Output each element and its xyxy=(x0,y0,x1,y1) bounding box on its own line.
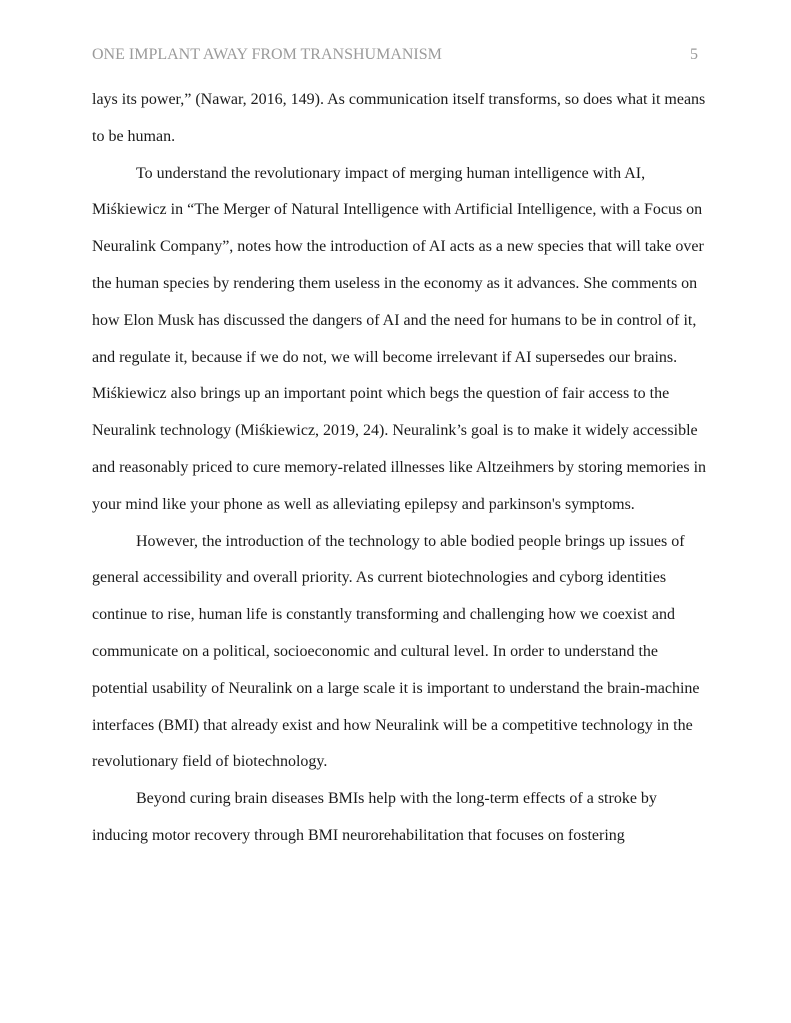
text-line: general accessibility and overall priority. As current biotechnologies and cyborg identities xyxy=(92,569,667,587)
page-number: 5 xyxy=(690,46,698,63)
text-line: lays its power,” (Nawar, 2016, 149). As communication itself transforms, so does what it means xyxy=(92,91,706,108)
page-header xyxy=(92,45,698,65)
text-line: Miśkiewicz in “The Merger of Natural Intelligence with Artificial Intelligence, with a Focus on xyxy=(92,201,703,219)
text-line: the human species by rendering them useless in the economy as it advances. She comments on xyxy=(92,274,698,292)
text-line: how Elon Musk has discussed the dangers of AI and the need for humans to be in control of it, xyxy=(92,311,697,329)
text-line: Neuralink technology (Miśkiewicz, 2019, 24). Neuralink’s goal is to make it widely accessible xyxy=(92,422,698,440)
text-line: your mind like your phone as well as alleviating epilepsy and parkinson's symptoms. xyxy=(92,495,635,513)
text-line: revolutionary field of biotechnology. xyxy=(92,753,328,771)
text-line: interfaces (BMI) that already exist and how Neuralink will be a competitive technology in the xyxy=(92,716,693,734)
text-line: and regulate it, because if we do not, we will become irrelevant if AI supersedes our brains. xyxy=(92,348,678,366)
text-line: continue to rise, human life is constantly transforming and challenging how we coexist and xyxy=(92,606,675,624)
text-line: To understand the revolutionary impact of merging human intelligence with AI, xyxy=(136,164,646,182)
text-line: Beyond curing brain diseases BMIs help with the long-term effects of a stroke by xyxy=(136,790,657,808)
text-line: communicate on a political, socioeconomic and cultural level. In order to understand the xyxy=(92,642,659,660)
text-line: However, the introduction of the technology to able bodied people brings up issues of xyxy=(136,532,685,550)
text-line: inducing motor recovery through BMI neurorehabilitation that focuses on fostering xyxy=(92,826,625,844)
body-text xyxy=(92,82,707,855)
text-line: Miśkiewicz also brings up an important point which begs the question of fair access to the xyxy=(92,385,670,403)
text-line: to be human. xyxy=(92,127,176,145)
text-line: Neuralink Company”, notes how the introduction of AI acts as a new species that will take over xyxy=(92,238,704,256)
text-line: and reasonably priced to cure memory-related illnesses like Altzeihmers by storing memories in xyxy=(92,458,707,476)
running-head: ONE IMPLANT AWAY FROM TRANSHUMANISM xyxy=(92,46,442,63)
text-line: potential usability of Neuralink on a large scale it is important to understand the brain-machine xyxy=(92,679,700,697)
